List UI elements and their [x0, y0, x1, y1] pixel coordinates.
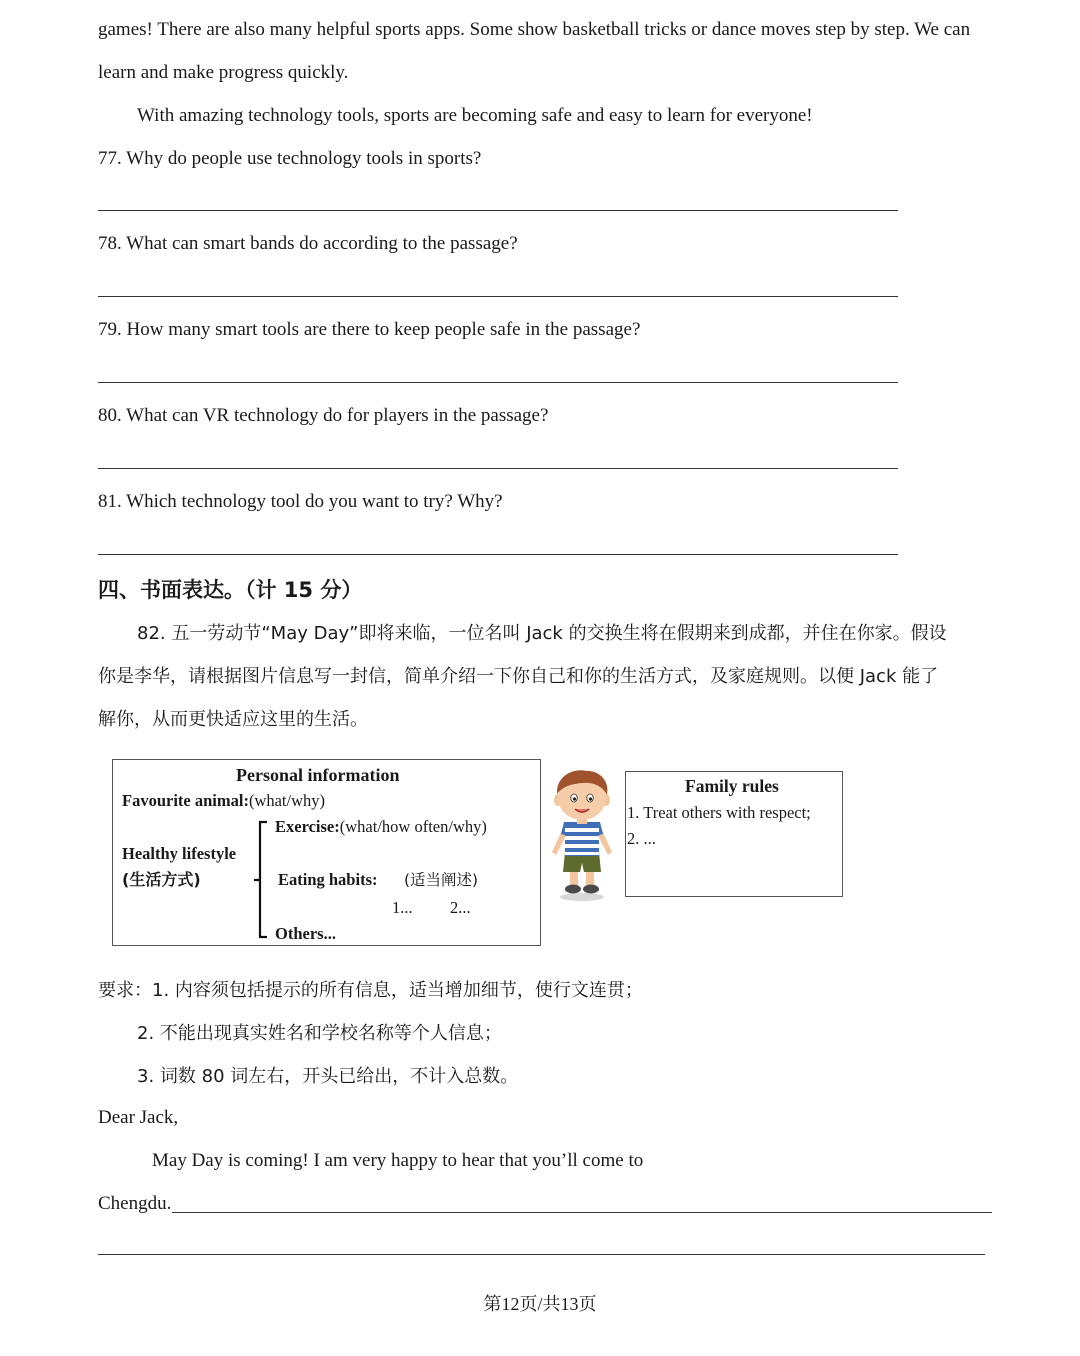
- eating-item-2: 2...: [450, 898, 471, 917]
- writing-line[interactable]: [98, 1254, 985, 1255]
- question-81: 81. Which technology tool do you want to try? Why?: [98, 491, 503, 512]
- others-label: Others...: [275, 924, 336, 943]
- eating-habits-label: Eating habits:: [278, 870, 378, 889]
- favourite-animal-row: [122, 791, 325, 811]
- section-title: 四、书面表达。（计 15 分）: [98, 578, 363, 602]
- letter-opening: May Day is coming! I am very happy to hear that you’ll come to: [152, 1150, 644, 1171]
- family-rules-title: Family rules: [685, 776, 779, 796]
- exercise-label: Exercise:: [275, 817, 340, 836]
- question-79: 79. How many smart tools are there to keep people safe in the passage?: [98, 319, 641, 340]
- page-number: 第12页/共13页: [483, 1294, 597, 1314]
- brace-icon: [251, 820, 273, 940]
- answer-line-79[interactable]: [98, 382, 898, 383]
- prompt-line: 你是李华，请根据图片信息写一封信，简单介绍一下你自己和你的生活方式，及家庭规则。以便 Jack 能了: [98, 666, 939, 687]
- prompt-line: 解你，从而更快适应这里的生活。: [98, 709, 368, 730]
- healthy-lifestyle-label: Healthy lifestyle: [122, 844, 237, 863]
- favourite-animal-label: Favourite animal:: [122, 791, 249, 810]
- passage-line: learn and make progress quickly.: [98, 62, 349, 83]
- answer-line-80[interactable]: [98, 468, 898, 469]
- family-rule-item: 1. Treat others with respect;: [627, 803, 811, 822]
- favourite-animal-hint: (what/why): [248, 791, 326, 810]
- letter-city: Chengdu.: [98, 1193, 172, 1214]
- requirement-line: 要求：1. 内容须包括提示的所有信息，适当增加细节，使行文连贯；: [98, 980, 643, 1001]
- answer-line-78[interactable]: [98, 296, 898, 297]
- answer-line-77[interactable]: [98, 210, 898, 211]
- question-80: 80. What can VR technology do for players in the passage?: [98, 405, 549, 426]
- info-box-title: Personal information: [236, 765, 400, 785]
- healthy-lifestyle-cn: (生活方式): [122, 870, 201, 889]
- family-rules-box: [625, 771, 843, 897]
- exercise-hint: (what/how often/why): [339, 817, 487, 836]
- eating-item-1: 1...: [392, 898, 413, 917]
- answer-line-81[interactable]: [98, 554, 898, 555]
- passage-line: games! There are also many helpful sports apps. Some show basketball tricks or dance moves step by step. We can: [98, 19, 971, 40]
- prompt-line: 82. 五一劳动节“May Day”即将来临，一位名叫 Jack 的交换生将在假期来到成都，并住在你家。假设: [137, 623, 947, 644]
- family-rule-item: 2. ...: [627, 829, 656, 848]
- question-77: 77. Why do people use technology tools in sports?: [98, 148, 482, 169]
- requirement-line: 2. 不能出现真实姓名和学校名称等个人信息；: [137, 1023, 502, 1044]
- writing-line[interactable]: [172, 1212, 992, 1213]
- letter-greeting: Dear Jack,: [98, 1107, 179, 1128]
- requirement-line: 3. 词数 80 词左右，开头已给出，不计入总数。: [137, 1066, 519, 1087]
- personal-info-box: [112, 759, 541, 946]
- eating-habits-hint: (适当阐述): [404, 871, 479, 889]
- passage-line: With amazing technology tools, sports are becoming safe and easy to learn for everyone!: [137, 105, 813, 126]
- boy-illustration: [546, 768, 618, 902]
- question-78: 78. What can smart bands do according to the passage?: [98, 233, 518, 254]
- exercise-row: [275, 817, 487, 837]
